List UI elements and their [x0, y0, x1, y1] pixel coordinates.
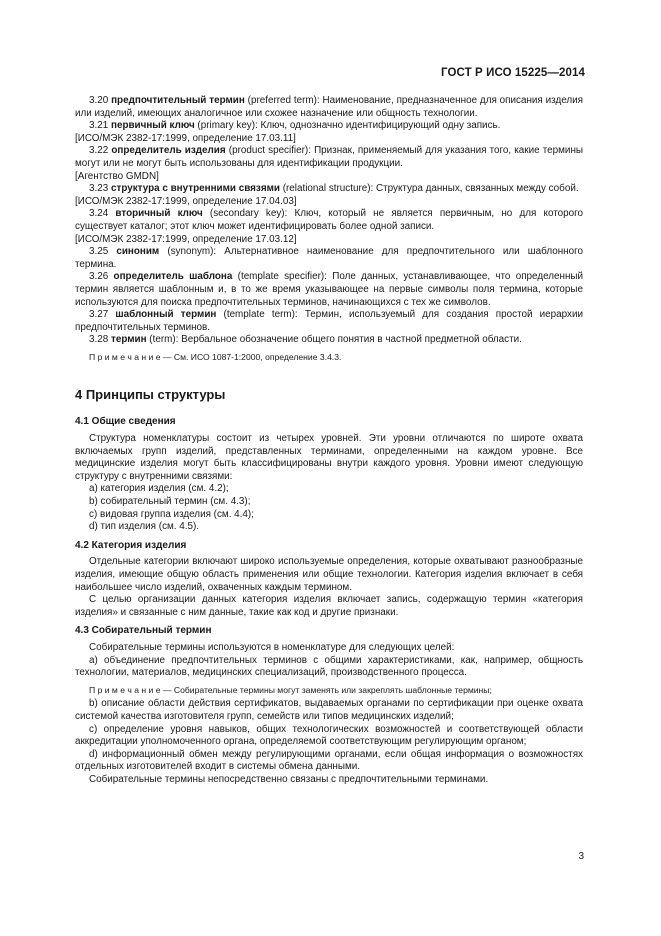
term-name: термин [110, 334, 147, 346]
term-number: 3.20 [89, 95, 109, 106]
term-text: (secondary key): Ключ, который не является первичным, но для которого существует каталог; этот ключ может идентифицировать более одной записи. [75, 208, 583, 232]
term-definition [75, 208, 583, 233]
list-item: b) собирательный термин (см. 4.3); [89, 496, 251, 508]
page-number: 3 [578, 851, 584, 862]
subsection-title: 4.2 Категория изделия [75, 539, 187, 551]
paragraph: Отдельные категории включают широко используемые определения, которые охватывают разнообразные изделия, имеющие общую область применения или общие технологии. Категория изделия включает в себя наибольшее число изделий, охваченных каждым термином. [75, 556, 583, 593]
term-text: (term): Вербальное обозначение общего понятия в частной предметной области. [146, 334, 522, 346]
term-name: предпочтительный термин [111, 95, 245, 106]
term-name: первичный ключ [110, 120, 195, 132]
term-number: 3.21 [89, 120, 109, 132]
term-definition [75, 183, 583, 196]
paragraph: Собирательные термины непосредственно связаны с предпочтительными терминами. [89, 773, 489, 785]
term-number: 3.27 [89, 309, 109, 321]
term-text: (product specifier): Признак, применяемый для указания того, какие термины могут или не могут быть использованы для идентификации продукции. [75, 145, 584, 169]
term-definition [75, 271, 583, 309]
subsection-title: 4.1 Общие сведения [75, 416, 176, 428]
paragraph: d) информационный обмен между регулирующими органами, если общая информация о возможностях отдельных изготовителей входит в системы обмена данными. [75, 748, 583, 773]
term-text: (template term): Термин, используемый для создания простой иерархии предпочтительных терминов. [75, 309, 584, 333]
document-header: ГОСТ Р ИСО 15225—2014 [440, 67, 585, 79]
section-title: 4 Принципы структуры [75, 387, 226, 403]
term-definition [75, 145, 583, 170]
note [75, 684, 583, 697]
term-number: 3.24 [89, 208, 109, 220]
paragraph: Структура номенклатуры состоит из четырех уровней. Эти уровни отличаются по широте охвата включаемых групп изделий, представленных терминами, определенными на каждом уровне. Все медицинские изделия могут быть классифицированы внутри каждого уровня. Уровни имеют следующую структуру с внутренними связями: [75, 433, 583, 482]
list-item: d) тип изделия (см. 4.5). [89, 521, 200, 533]
paragraph: c) определение уровня навыков, общих технологических возможностей и соответствующей области аккредитации уполномоченного органа, определяемой соответствующим регулирующим органом; [75, 723, 583, 748]
term-definition [75, 120, 583, 133]
term-number: 3.22 [89, 145, 109, 157]
term-text: (preferred term): Наименование, предназначенное для описания изделия или изделий, имеющих аналогичное или схожее назначение или общность технологии. [75, 95, 583, 119]
term-name: синоним [116, 246, 160, 258]
term-definition [75, 95, 583, 120]
term-name: вторичный ключ [115, 208, 203, 220]
paragraph: b) описание области действия сертификатов, выдаваемых органами по сертификации при оценке охвата системой качества изготовителя групп, семейств или типов медицинских изделий; [75, 698, 583, 722]
paragraph: а) объединение предпочтительных терминов с общими характеристиками, как, например, общность технологии, материалов, медицинских специализаций, производственного процесса. [75, 654, 583, 679]
paragraph: С целью организации данных категория изделия включает запись, содержащую термин «категория изделия» и связанные с ним данные, такие как код и другие признаки. [75, 594, 583, 618]
term-name: определитель шаблона [113, 271, 233, 283]
term-name: шаблонный термин [115, 309, 217, 321]
term-definition [75, 309, 583, 334]
term-text: (primary key): Ключ, однозначно идентифицирующий одну запись. [194, 120, 501, 132]
term-reference: [ИСО/МЭК 2382-17:1999, определение 17.03.11] [75, 132, 296, 144]
term-reference: [ИСО/МЭК 2382-17:1999, определение 17.03.12] [75, 233, 297, 245]
note-text: — Собирательные термины могут заменять или закреплять шаблонные термины; [160, 684, 492, 695]
term-text: (template specifier): Поле данных, устанавливающее, что определенный термин является шаблонным и, в то же время указывающее на первые символы поля термина, которые используются для поиска предпочтительных терминов, начинающихся с тех же символов. [75, 271, 584, 308]
list-item: c) видовая группа изделия (см. 4.4); [89, 508, 254, 520]
subsection-title: 4.3 Собирательный термин [75, 625, 212, 637]
term-name: структура с внутренними связями [110, 183, 280, 195]
term-number: 3.25 [89, 246, 109, 258]
term-text: (synonym): Альтернативное наименование для предпочтительного или шаблонного термина. [75, 246, 583, 270]
note-label: П р и м е ч а н и е [89, 351, 161, 362]
term-text: (relational structure): Структура данных, связанных между собой. [279, 183, 579, 195]
term-reference: [Агентство GMDN] [75, 170, 159, 182]
term-definition [75, 334, 583, 347]
note-label: П р и м е ч а н и е [89, 684, 161, 695]
term-name: определитель изделия [111, 145, 226, 157]
term-number: 3.28 [89, 334, 109, 346]
note-text: — См. ИСО 1087-1:2000, определение 3.4.3. [160, 351, 342, 362]
note [75, 351, 583, 364]
list-item: a) категория изделия (см. 4.2); [89, 483, 229, 495]
term-number: 3.23 [89, 183, 109, 195]
term-reference: [ИСО/МЭК 2382-17:1999, определение 17.04.03] [75, 195, 297, 207]
term-definition [75, 246, 583, 271]
term-number: 3.26 [89, 271, 109, 283]
paragraph: Собирательные термины используются в номенклатуре для следующих целей: [89, 641, 455, 653]
page-content [75, 95, 583, 787]
